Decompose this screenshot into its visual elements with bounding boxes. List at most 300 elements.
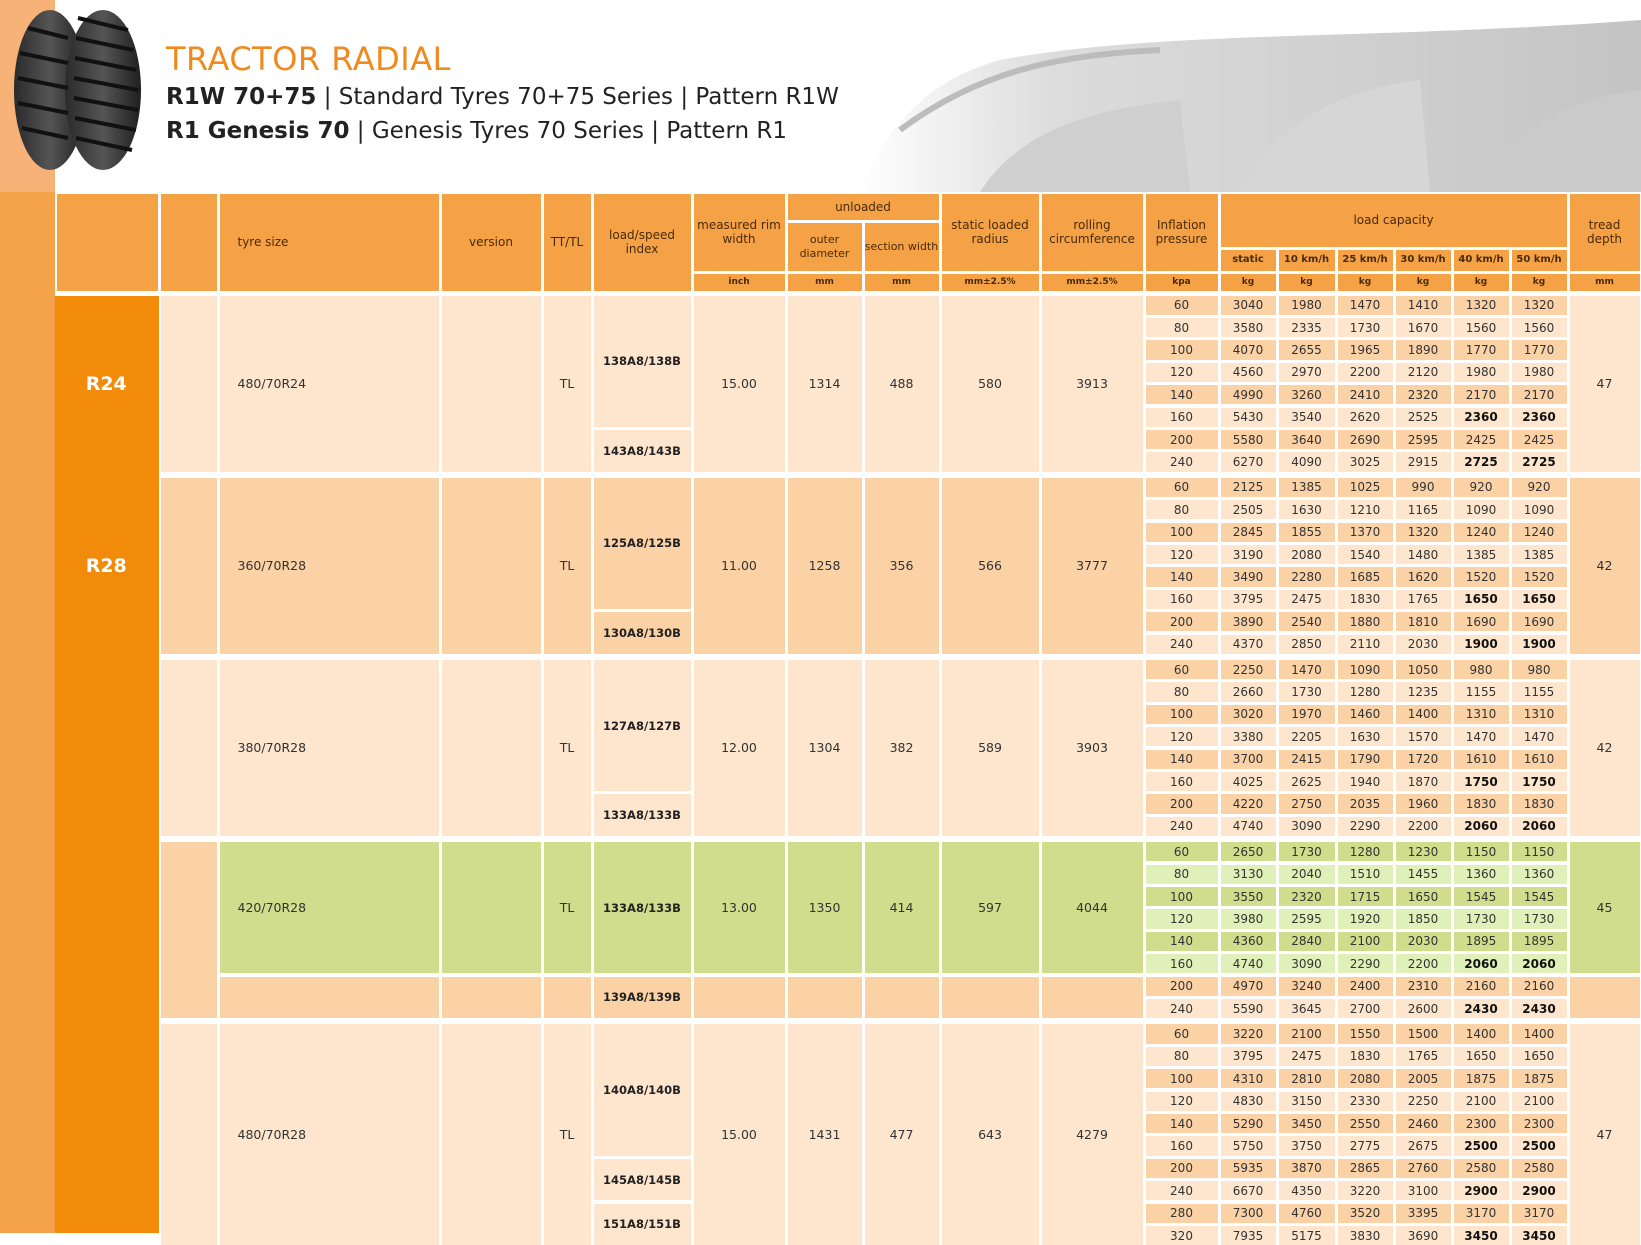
header-inflation-pressure: Inflation pressure [1146, 194, 1218, 271]
tyre-outer-diameter: 1350 [788, 842, 862, 973]
unit-load: kg [1512, 274, 1567, 291]
tyre-blank-col [161, 1024, 217, 1245]
load-value: 2475 [1279, 590, 1335, 609]
load-value: 2040 [1279, 865, 1335, 884]
header-load-s30: 30 km/h [1396, 250, 1451, 271]
tyre-rolling-circ: 3913 [1042, 296, 1143, 472]
tyre-tread-depth: 45 [1570, 842, 1640, 973]
load-value: 2415 [1279, 750, 1335, 769]
header-blank-rim [57, 194, 158, 291]
load-value: 4740 [1221, 817, 1276, 836]
load-value: 1560 [1454, 318, 1509, 337]
load-value: 2595 [1279, 909, 1335, 928]
load-value: 1850 [1396, 909, 1451, 928]
inflation-pressure-value: 120 [1146, 727, 1218, 746]
load-value: 1370 [1338, 523, 1393, 542]
load-value: 2760 [1396, 1159, 1451, 1178]
load-value: 1790 [1338, 750, 1393, 769]
inflation-pressure-value: 320 [1146, 1226, 1218, 1245]
load-value: 2500 [1454, 1136, 1509, 1155]
load-value: 1650 [1396, 887, 1451, 906]
load-value: 1560 [1512, 318, 1567, 337]
tyre-rim-width: 15.00 [694, 1024, 785, 1245]
load-value: 4025 [1221, 772, 1276, 791]
tyre-size: 420/70R28 [220, 842, 439, 973]
load-value: 1920 [1338, 909, 1393, 928]
tyre-tt-tl: TL [544, 478, 591, 654]
load-value: 2310 [1396, 977, 1451, 996]
load-value: 2360 [1454, 408, 1509, 427]
load-value: 2080 [1279, 545, 1335, 564]
load-value: 1540 [1338, 545, 1393, 564]
tyre-outer-diameter: 1314 [788, 296, 862, 472]
load-value: 1980 [1279, 296, 1335, 315]
tyre-tread-depth: 47 [1570, 1024, 1640, 1245]
load-value: 2410 [1338, 385, 1393, 404]
load-value: 1765 [1396, 590, 1451, 609]
header-load-s50: 50 km/h [1512, 250, 1567, 271]
load-value: 1830 [1338, 590, 1393, 609]
load-value: 2850 [1279, 635, 1335, 654]
load-value: 1150 [1454, 842, 1509, 861]
header-load-s40: 40 km/h [1454, 250, 1509, 271]
load-value: 2625 [1279, 772, 1335, 791]
load-value: 4090 [1279, 452, 1335, 471]
load-value: 2750 [1279, 794, 1335, 813]
header-blank-2 [161, 194, 217, 291]
load-value: 1470 [1279, 660, 1335, 679]
load-value: 1650 [1512, 1047, 1567, 1066]
load-value: 2160 [1512, 977, 1567, 996]
load-value: 1385 [1279, 478, 1335, 497]
load-value: 3130 [1221, 865, 1276, 884]
tyre-section-width-lower [865, 977, 939, 1019]
load-value: 1630 [1338, 727, 1393, 746]
load-value: 3395 [1396, 1204, 1451, 1223]
load-value: 3150 [1279, 1092, 1335, 1111]
header-tt-tl: TT/TL [544, 194, 591, 291]
inflation-pressure-value: 120 [1146, 545, 1218, 564]
tyre-rolling-circ: 4279 [1042, 1024, 1143, 1245]
load-value: 3550 [1221, 887, 1276, 906]
tyre-tread-depth-lower [1570, 977, 1640, 1019]
load-value: 3220 [1338, 1181, 1393, 1200]
load-value: 2430 [1512, 999, 1567, 1018]
header-load-capacity: load capacity [1221, 194, 1567, 247]
load-value: 1965 [1338, 340, 1393, 359]
load-value: 2525 [1396, 408, 1451, 427]
load-speed-index: 143A8/143B [594, 430, 691, 472]
load-value: 2360 [1512, 408, 1567, 427]
load-value: 4220 [1221, 794, 1276, 813]
tyre-outer-diameter: 1258 [788, 478, 862, 654]
tyre-tt-tl: TL [544, 842, 591, 973]
subtitle-r1w-name: R1W 70+75 [166, 84, 316, 110]
load-value: 1610 [1512, 750, 1567, 769]
inflation-pressure-value: 140 [1146, 750, 1218, 769]
load-value: 1470 [1512, 727, 1567, 746]
load-value: 3830 [1338, 1226, 1393, 1245]
load-value: 2250 [1396, 1092, 1451, 1111]
inflation-pressure-value: 60 [1146, 660, 1218, 679]
tyre-static-radius: 597 [942, 842, 1039, 973]
load-value: 1900 [1512, 635, 1567, 654]
load-value: 2580 [1512, 1159, 1567, 1178]
load-value: 1685 [1338, 567, 1393, 586]
load-value: 1280 [1338, 682, 1393, 701]
inflation-pressure-value: 80 [1146, 318, 1218, 337]
load-value: 3540 [1279, 408, 1335, 427]
unit-section: mm [865, 274, 939, 291]
load-value: 2460 [1396, 1114, 1451, 1133]
load-value: 3190 [1221, 545, 1276, 564]
load-value: 6670 [1221, 1181, 1276, 1200]
load-value: 5290 [1221, 1114, 1276, 1133]
load-value: 1830 [1454, 794, 1509, 813]
tyre-tread-depth: 42 [1570, 660, 1640, 836]
header-rolling-circumference: rolling circumference [1042, 194, 1143, 271]
inflation-pressure-value: 160 [1146, 1136, 1218, 1155]
load-value: 920 [1512, 478, 1567, 497]
load-value: 1400 [1396, 705, 1451, 724]
header-load-s10: 10 km/h [1279, 250, 1335, 271]
tyre-rim-width: 12.00 [694, 660, 785, 836]
load-speed-index: 138A8/138B [594, 296, 691, 427]
load-value: 1320 [1512, 296, 1567, 315]
unit-pressure: kpa [1146, 274, 1218, 291]
load-value: 4740 [1221, 954, 1276, 973]
load-value: 5430 [1221, 408, 1276, 427]
load-value: 3025 [1338, 452, 1393, 471]
load-value: 1385 [1454, 545, 1509, 564]
load-value: 2475 [1279, 1047, 1335, 1066]
load-value: 2100 [1338, 932, 1393, 951]
load-value: 1980 [1512, 363, 1567, 382]
inflation-pressure-value: 140 [1146, 932, 1218, 951]
load-value: 1235 [1396, 682, 1451, 701]
unit-load: kg [1279, 274, 1335, 291]
load-value: 6270 [1221, 452, 1276, 471]
load-value: 4360 [1221, 932, 1276, 951]
inflation-pressure-value: 140 [1146, 1114, 1218, 1133]
inflation-pressure-value: 60 [1146, 478, 1218, 497]
load-value: 1830 [1512, 794, 1567, 813]
load-value: 1360 [1454, 865, 1509, 884]
inflation-pressure-value: 280 [1146, 1204, 1218, 1223]
load-value: 2120 [1396, 363, 1451, 382]
unit-tread: mm [1570, 274, 1640, 291]
load-value: 2060 [1454, 954, 1509, 973]
load-value: 1670 [1396, 318, 1451, 337]
load-value: 2540 [1279, 612, 1335, 631]
tyre-rolling-circ: 3903 [1042, 660, 1143, 836]
load-value: 3170 [1512, 1204, 1567, 1223]
load-value: 2580 [1454, 1159, 1509, 1178]
load-value: 2840 [1279, 932, 1335, 951]
load-value: 1545 [1512, 887, 1567, 906]
tyre-static-radius: 566 [942, 478, 1039, 654]
load-value: 1650 [1512, 590, 1567, 609]
load-speed-index: 145A8/145B [594, 1159, 691, 1201]
inflation-pressure-value: 120 [1146, 1092, 1218, 1111]
load-speed-index: 130A8/130B [594, 612, 691, 654]
inflation-pressure-value: 240 [1146, 817, 1218, 836]
load-value: 2595 [1396, 430, 1451, 449]
inflation-pressure-value: 100 [1146, 1069, 1218, 1088]
load-value: 3090 [1279, 817, 1335, 836]
load-value: 1460 [1338, 705, 1393, 724]
inflation-pressure-value: 60 [1146, 1024, 1218, 1043]
load-value: 1730 [1279, 842, 1335, 861]
tyre-version [442, 660, 541, 836]
load-value: 2060 [1512, 817, 1567, 836]
load-value: 3980 [1221, 909, 1276, 928]
load-value: 920 [1454, 478, 1509, 497]
header-rim-width: measured rim width [694, 194, 785, 271]
load-value: 1165 [1396, 500, 1451, 519]
load-value: 1155 [1454, 682, 1509, 701]
header-load-s25: 25 km/h [1338, 250, 1393, 271]
tyre-rolling-circ: 3777 [1042, 478, 1143, 654]
load-value: 1770 [1512, 340, 1567, 359]
load-value: 3490 [1221, 567, 1276, 586]
tyre-rim-width: 15.00 [694, 296, 785, 472]
load-value: 1455 [1396, 865, 1451, 884]
load-value: 990 [1396, 478, 1451, 497]
load-value: 2100 [1512, 1092, 1567, 1111]
load-value: 2005 [1396, 1069, 1451, 1088]
load-value: 4560 [1221, 363, 1276, 382]
inflation-pressure-value: 200 [1146, 977, 1218, 996]
load-value: 4370 [1221, 635, 1276, 654]
tyre-rim-width: 13.00 [694, 842, 785, 973]
load-value: 1880 [1338, 612, 1393, 631]
inflation-pressure-value: 80 [1146, 1047, 1218, 1066]
inflation-pressure-value: 240 [1146, 452, 1218, 471]
load-value: 3640 [1279, 430, 1335, 449]
tyre-size: 380/70R28 [220, 660, 439, 836]
load-value: 1155 [1512, 682, 1567, 701]
tyre-section-width: 477 [865, 1024, 939, 1245]
load-value: 4760 [1279, 1204, 1335, 1223]
load-value: 2620 [1338, 408, 1393, 427]
load-value: 2845 [1221, 523, 1276, 542]
load-value: 2970 [1279, 363, 1335, 382]
load-value: 2330 [1338, 1092, 1393, 1111]
header-load-speed: load/speed index [594, 194, 691, 291]
load-value: 3795 [1221, 590, 1276, 609]
load-value: 3260 [1279, 385, 1335, 404]
load-speed-index: 139A8/139B [594, 977, 691, 1019]
load-value: 2725 [1454, 452, 1509, 471]
load-value: 1510 [1338, 865, 1393, 884]
tyre-blank-col [161, 296, 217, 472]
load-value: 1870 [1396, 772, 1451, 791]
load-value: 2690 [1338, 430, 1393, 449]
inflation-pressure-value: 60 [1146, 842, 1218, 861]
load-value: 2250 [1221, 660, 1276, 679]
header-version: version [442, 194, 541, 291]
inflation-pressure-value: 200 [1146, 612, 1218, 631]
load-value: 1470 [1454, 727, 1509, 746]
load-value: 2300 [1454, 1114, 1509, 1133]
tyre-tread-depth: 42 [1570, 478, 1640, 654]
load-value: 2170 [1512, 385, 1567, 404]
load-value: 2125 [1221, 478, 1276, 497]
load-value: 4990 [1221, 385, 1276, 404]
load-value: 1150 [1512, 842, 1567, 861]
unit-load: kg [1338, 274, 1393, 291]
load-value: 7935 [1221, 1226, 1276, 1245]
load-value: 2160 [1454, 977, 1509, 996]
tyre-outer-diameter: 1304 [788, 660, 862, 836]
header-unloaded: unloaded [788, 194, 939, 220]
load-value: 2425 [1512, 430, 1567, 449]
load-value: 1650 [1454, 590, 1509, 609]
load-value: 1090 [1512, 500, 1567, 519]
load-value: 2320 [1396, 385, 1451, 404]
load-value: 1620 [1396, 567, 1451, 586]
tyre-section-width: 356 [865, 478, 939, 654]
load-value: 1025 [1338, 478, 1393, 497]
load-value: 3690 [1396, 1226, 1451, 1245]
tyre-rim-width: 11.00 [694, 478, 785, 654]
load-value: 3240 [1279, 977, 1335, 996]
inflation-pressure-value: 160 [1146, 954, 1218, 973]
load-value: 1400 [1512, 1024, 1567, 1043]
page-title: TRACTOR RADIAL [166, 40, 451, 78]
load-value: 1545 [1454, 887, 1509, 906]
load-value: 1050 [1396, 660, 1451, 679]
tyre-section-width: 488 [865, 296, 939, 472]
load-value: 2725 [1512, 452, 1567, 471]
load-value: 3450 [1454, 1226, 1509, 1245]
header-outer-diameter: outer diameter [788, 223, 862, 271]
load-speed-index: 133A8/133B [594, 794, 691, 836]
load-value: 2500 [1512, 1136, 1567, 1155]
load-value: 2775 [1338, 1136, 1393, 1155]
load-value: 980 [1512, 660, 1567, 679]
tyre-version-lower [442, 977, 541, 1019]
load-value: 1970 [1279, 705, 1335, 724]
load-value: 1240 [1454, 523, 1509, 542]
load-value: 1550 [1338, 1024, 1393, 1043]
load-value: 1320 [1454, 296, 1509, 315]
load-value: 2100 [1279, 1024, 1335, 1043]
load-value: 2200 [1396, 817, 1451, 836]
tyre-tread-depth: 47 [1570, 296, 1640, 472]
inflation-pressure-value: 160 [1146, 408, 1218, 427]
load-value: 4310 [1221, 1069, 1276, 1088]
load-value: 2700 [1338, 999, 1393, 1018]
load-value: 2600 [1396, 999, 1451, 1018]
inflation-pressure-value: 200 [1146, 794, 1218, 813]
load-value: 1895 [1512, 932, 1567, 951]
load-value: 2205 [1279, 727, 1335, 746]
load-value: 2650 [1221, 842, 1276, 861]
unit-outer: mm [788, 274, 862, 291]
inflation-pressure-value: 100 [1146, 887, 1218, 906]
load-value: 2675 [1396, 1136, 1451, 1155]
inflation-pressure-value: 120 [1146, 363, 1218, 382]
load-value: 7300 [1221, 1204, 1276, 1223]
load-value: 1890 [1396, 340, 1451, 359]
tyre-rolling-circ: 4044 [1042, 842, 1143, 973]
load-value: 1520 [1454, 567, 1509, 586]
load-value: 3520 [1338, 1204, 1393, 1223]
load-value: 1715 [1338, 887, 1393, 906]
load-value: 2030 [1396, 932, 1451, 951]
load-speed-index: 151A8/151B [594, 1204, 691, 1245]
load-value: 2900 [1454, 1181, 1509, 1200]
inflation-pressure-value: 240 [1146, 1181, 1218, 1200]
load-value: 2030 [1396, 635, 1451, 654]
load-value: 3170 [1454, 1204, 1509, 1223]
load-value: 1875 [1454, 1069, 1509, 1088]
load-value: 1940 [1338, 772, 1393, 791]
load-value: 2035 [1338, 794, 1393, 813]
load-value: 1320 [1396, 523, 1451, 542]
load-value: 1480 [1396, 545, 1451, 564]
load-value: 2080 [1338, 1069, 1393, 1088]
load-value: 1360 [1512, 865, 1567, 884]
load-value: 1830 [1338, 1047, 1393, 1066]
load-value: 1310 [1512, 705, 1567, 724]
load-value: 2335 [1279, 318, 1335, 337]
load-value: 3380 [1221, 727, 1276, 746]
subtitle-genesis-desc: | Genesis Tyres 70 Series | Pattern R1 [349, 118, 787, 144]
load-value: 2300 [1512, 1114, 1567, 1133]
load-value: 1720 [1396, 750, 1451, 769]
load-value: 3090 [1279, 954, 1335, 973]
header-load-static: static [1221, 250, 1276, 271]
tyre-rolling-circ-lower [1042, 977, 1143, 1019]
load-value: 1385 [1512, 545, 1567, 564]
load-value: 1810 [1396, 612, 1451, 631]
tyre-outer-diameter: 1431 [788, 1024, 862, 1245]
load-value: 1520 [1512, 567, 1567, 586]
tyre-section-width: 382 [865, 660, 939, 836]
load-value: 4350 [1279, 1181, 1335, 1200]
tyre-outer-diameter-lower [788, 977, 862, 1019]
header-section-width: section width [865, 223, 939, 271]
load-value: 2200 [1396, 954, 1451, 973]
load-value: 5175 [1279, 1226, 1335, 1245]
tyre-tt-tl: TL [544, 1024, 591, 1245]
load-speed-index: 125A8/125B [594, 478, 691, 609]
load-value: 3220 [1221, 1024, 1276, 1043]
load-value: 1230 [1396, 842, 1451, 861]
subtitle-genesis-name: R1 Genesis 70 [166, 118, 349, 144]
inflation-pressure-value: 200 [1146, 1159, 1218, 1178]
tyre-static-radius: 643 [942, 1024, 1039, 1245]
load-value: 1570 [1396, 727, 1451, 746]
load-value: 1690 [1512, 612, 1567, 631]
load-value: 1500 [1396, 1024, 1451, 1043]
load-value: 1750 [1512, 772, 1567, 791]
load-value: 2100 [1454, 1092, 1509, 1111]
tyre-tt-tl: TL [544, 660, 591, 836]
load-value: 3580 [1221, 318, 1276, 337]
load-value: 2810 [1279, 1069, 1335, 1088]
load-value: 4830 [1221, 1092, 1276, 1111]
load-value: 1875 [1512, 1069, 1567, 1088]
tyre-rim-width-lower [694, 977, 785, 1019]
inflation-pressure-value: 160 [1146, 772, 1218, 791]
load-value: 2200 [1338, 363, 1393, 382]
inflation-pressure-value: 160 [1146, 590, 1218, 609]
load-value: 3700 [1221, 750, 1276, 769]
